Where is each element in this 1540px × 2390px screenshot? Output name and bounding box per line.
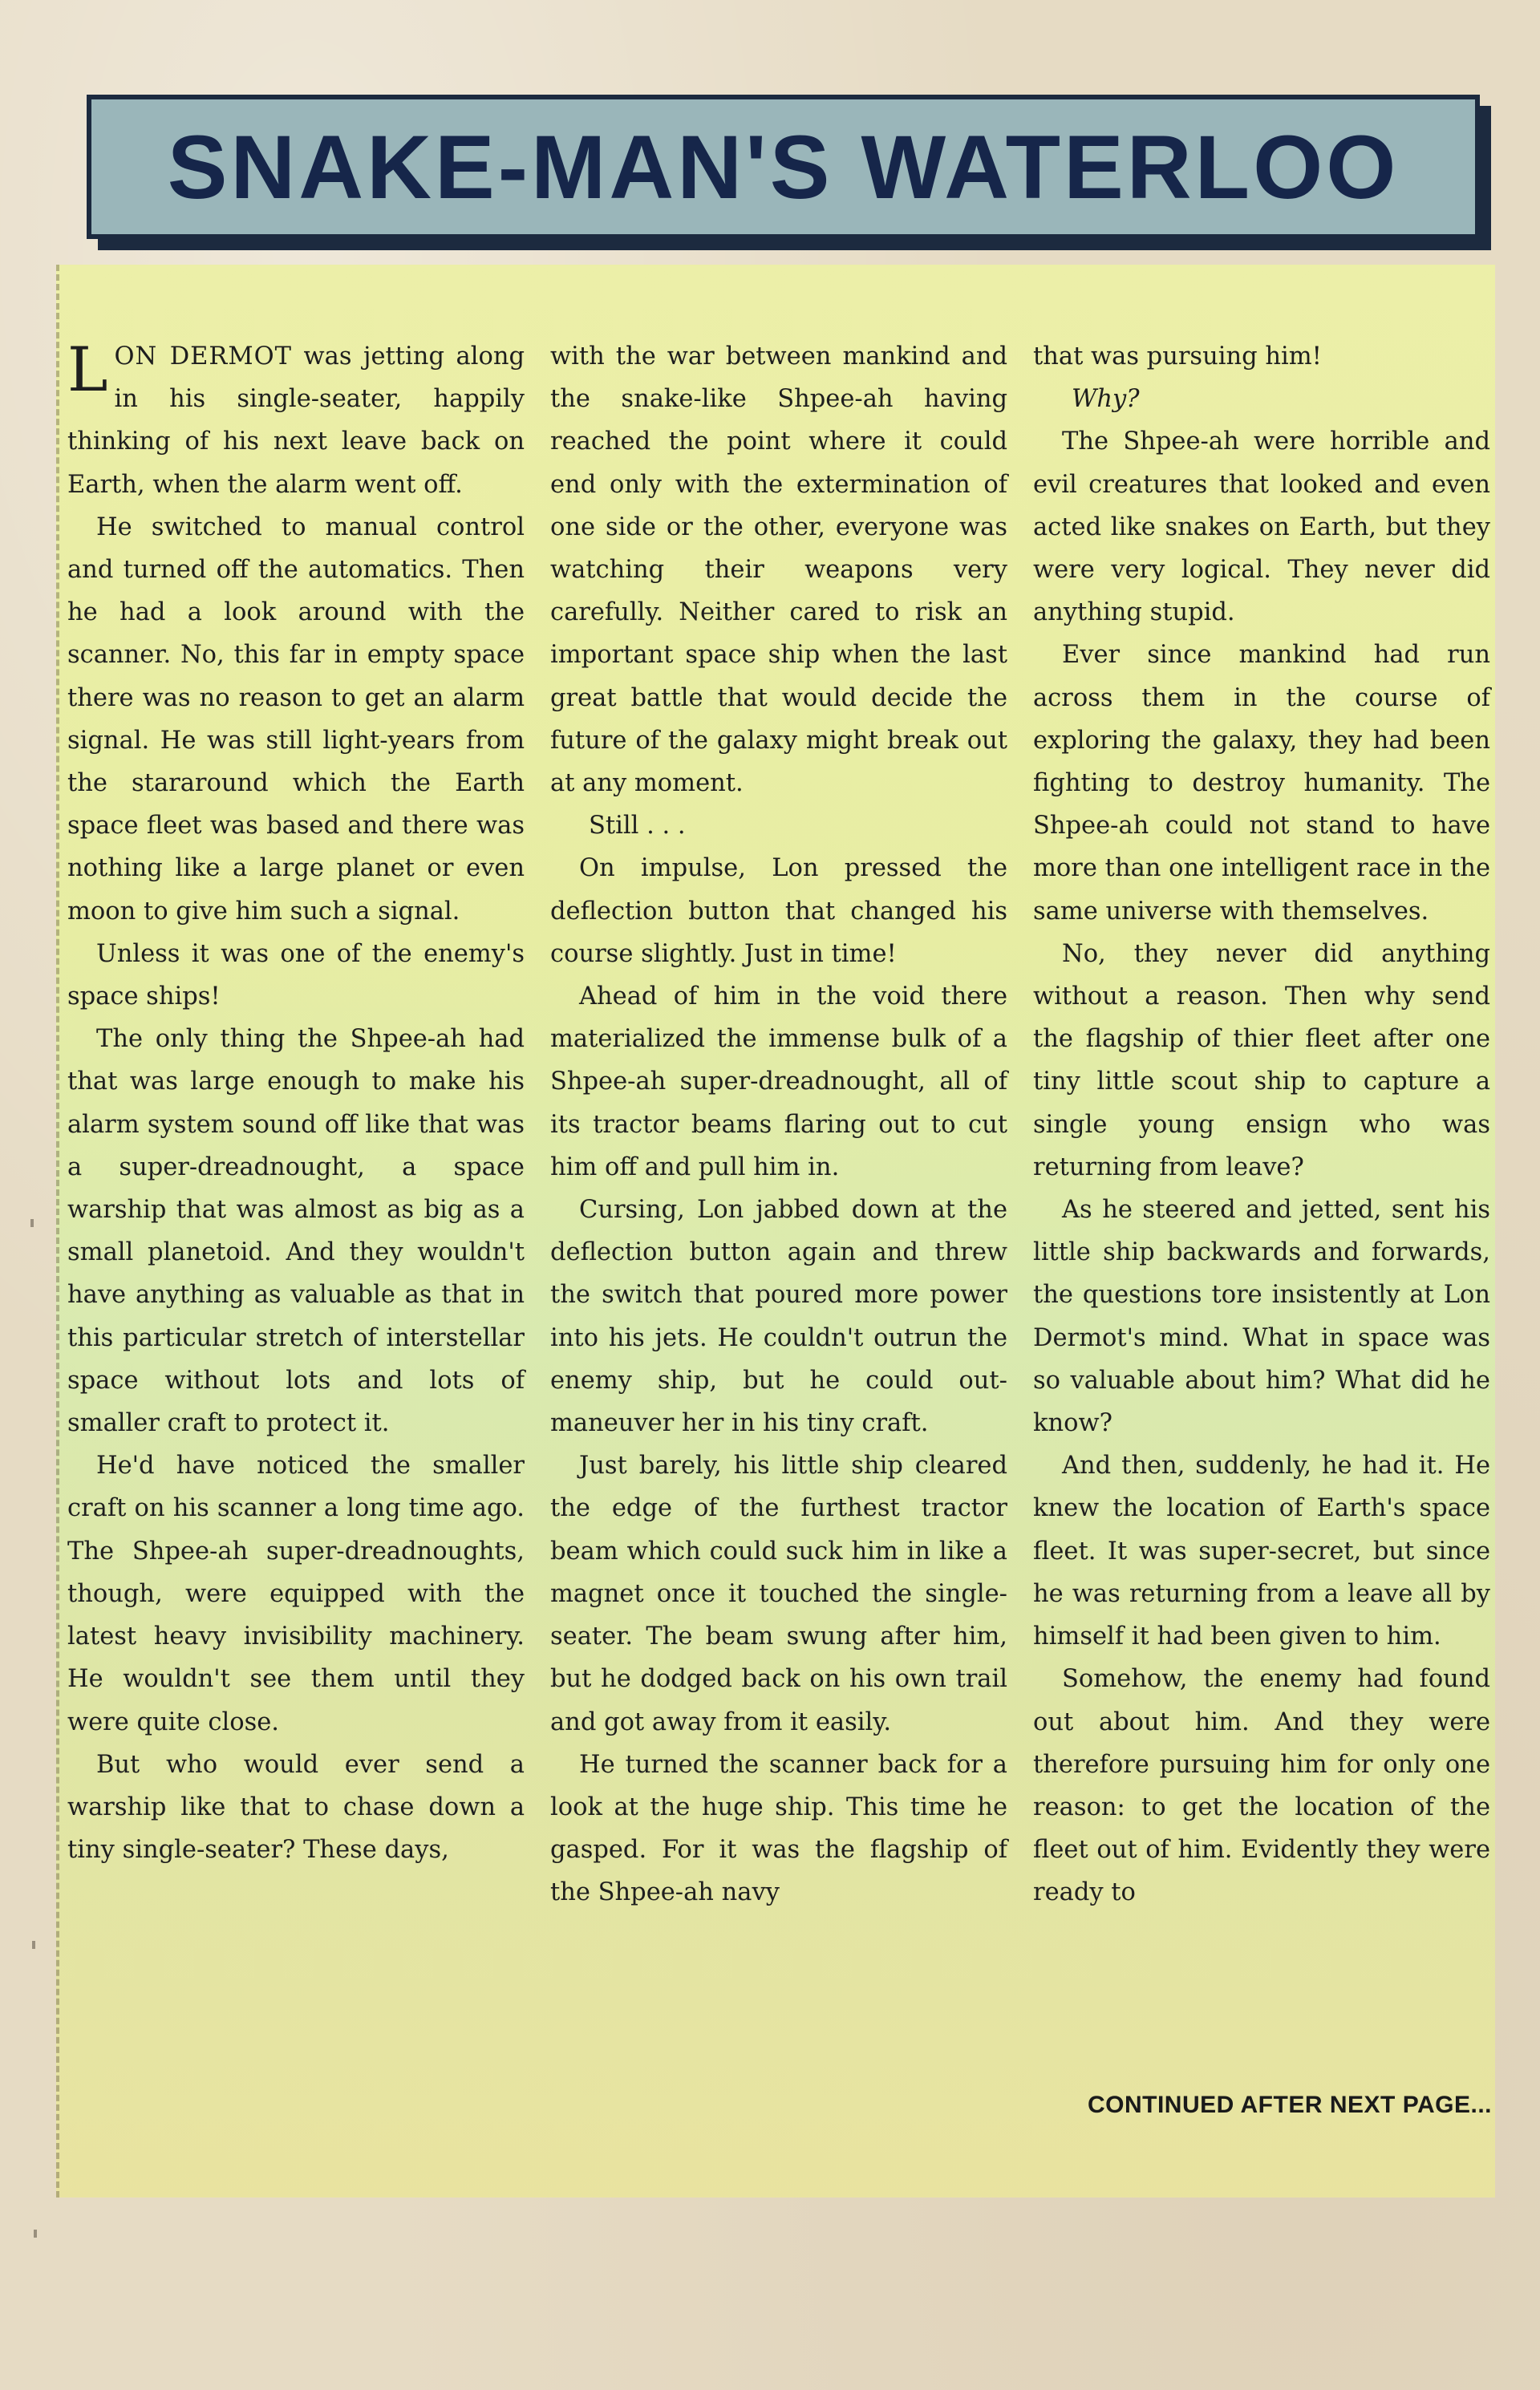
paragraph: Still . . . [589, 812, 686, 841]
paragraph-text: was jetting along in his single-seater, happily thinking of his next leave back on Earth, when the alarm went off. [67, 342, 525, 499]
paragraph: He switched to manual control and turned off the automatics. Then he had a look around with the scanner. No, this far in empty space there was no reason to get an alarm signal. He was still light-years from the stararound which the Earth space fleet was based and there was nothing like a large planet or even moon to give him such a signal. [67, 512, 525, 926]
opening-caps: ON DERMOT [114, 342, 292, 371]
column-3 [1033, 335, 1490, 1914]
paragraph: Ahead of him in the void there materialized the immense bulk of a Shpee-ah super-dreadnought, all of its tractor beams flaring out to cut him off and pull him in. [550, 982, 1007, 1181]
column-1 [67, 335, 525, 1871]
print-speck [34, 2230, 37, 2238]
paragraph: He'd have noticed the smaller craft on his scanner a long time ago. The Shpee-ah super-dreadnoughts, though, were equipped with the latest heavy invisibility machinery. He wouldn't see them until they were quite close. [67, 1452, 525, 1736]
paragraph: On impulse, Lon pressed the deflection button that changed his course slightly. Just in time! [550, 854, 1007, 968]
paragraph: But who would ever send a warship like that to chase down a tiny single-seater? These days, [67, 1750, 525, 1865]
story-title: SNAKE-MAN'S WATERLOO [167, 116, 1400, 217]
paragraph: And then, suddenly, he had it. He knew the location of Earth's space fleet. It was super-secret, but since he was returning from a leave all by himself it had been given to him. [1033, 1452, 1490, 1651]
paragraph: As he steered and jetted, sent his little ship backwards and forwards, the questions tore insistently at Lon Dermot's mind. What in space was so valuable about him? What did he know? [1033, 1196, 1490, 1438]
paragraph: The Shpee-ah were horrible and evil creatures that looked and even acted like snakes on Earth, but they were very logical. They never did anything stupid. [1033, 427, 1490, 627]
paragraph: Unless it was one of the enemy's space ships! [67, 939, 525, 1011]
title-banner [87, 95, 1480, 239]
paragraph: that was pursuing him! [1033, 342, 1322, 371]
column-2 [550, 335, 1007, 1914]
continued-notice: CONTINUED AFTER NEXT PAGE... [1087, 2092, 1492, 2118]
paragraph: Why? [1072, 385, 1140, 414]
paragraph: No, they never did anything without a reason. Then why send the flagship of thier fleet after one tiny little scout ship to capture a single young ensign who was returning from leave? [1033, 939, 1490, 1181]
print-speck [32, 1941, 35, 1949]
paragraph: Somehow, the enemy had found out about him. And they were therefore pursuing him for only one reason: to get the location of the fleet out of him. Evidently they were ready to [1033, 1665, 1490, 1907]
story-columns [67, 335, 1492, 2100]
print-speck [30, 1219, 34, 1227]
paragraph [67, 335, 525, 506]
paragraph: with the war between mankind and the snake-like Shpee-ah having reached the point where it could end only with the extermination of one side or the other, everyone was watching their weapons very carefully. Neither cared to risk an important space ship when the last great battle that would decide the future of the galaxy might break out at any moment. [550, 342, 1007, 798]
drop-cap: L [67, 334, 108, 405]
paragraph: He turned the scanner back for a look at the huge ship. This time he gasped. For it was the flagship of the Shpee-ah navy [550, 1750, 1007, 1907]
paragraph: Ever since mankind had run across them in the course of exploring the galaxy, they had been fighting to destroy humanity. The Shpee-ah could not stand to have more than one intelligent race in the same universe with themselves. [1033, 641, 1490, 926]
paragraph: Cursing, Lon jabbed down at the deflection button again and threw the switch that poured more power into his jets. He couldn't outrun the enemy ship, but he could out-maneuver her in his tiny craft. [550, 1196, 1007, 1438]
paragraph: The only thing the Shpee-ah had that was large enough to make his alarm system sound off like that was a super-dreadnought, a space warship that was almost as big as a small planetoid. And they wouldn't have anything as valuable as that in this particular stretch of interstellar space without lots and lots of smaller craft to protect it. [67, 1025, 525, 1438]
paragraph: Just barely, his little ship cleared the edge of the furthest tractor beam which could suck him in like a magnet once it touched the single-seater. The beam swung after him, but he dodged back on his own trail and got away from it easily. [550, 1452, 1007, 1736]
